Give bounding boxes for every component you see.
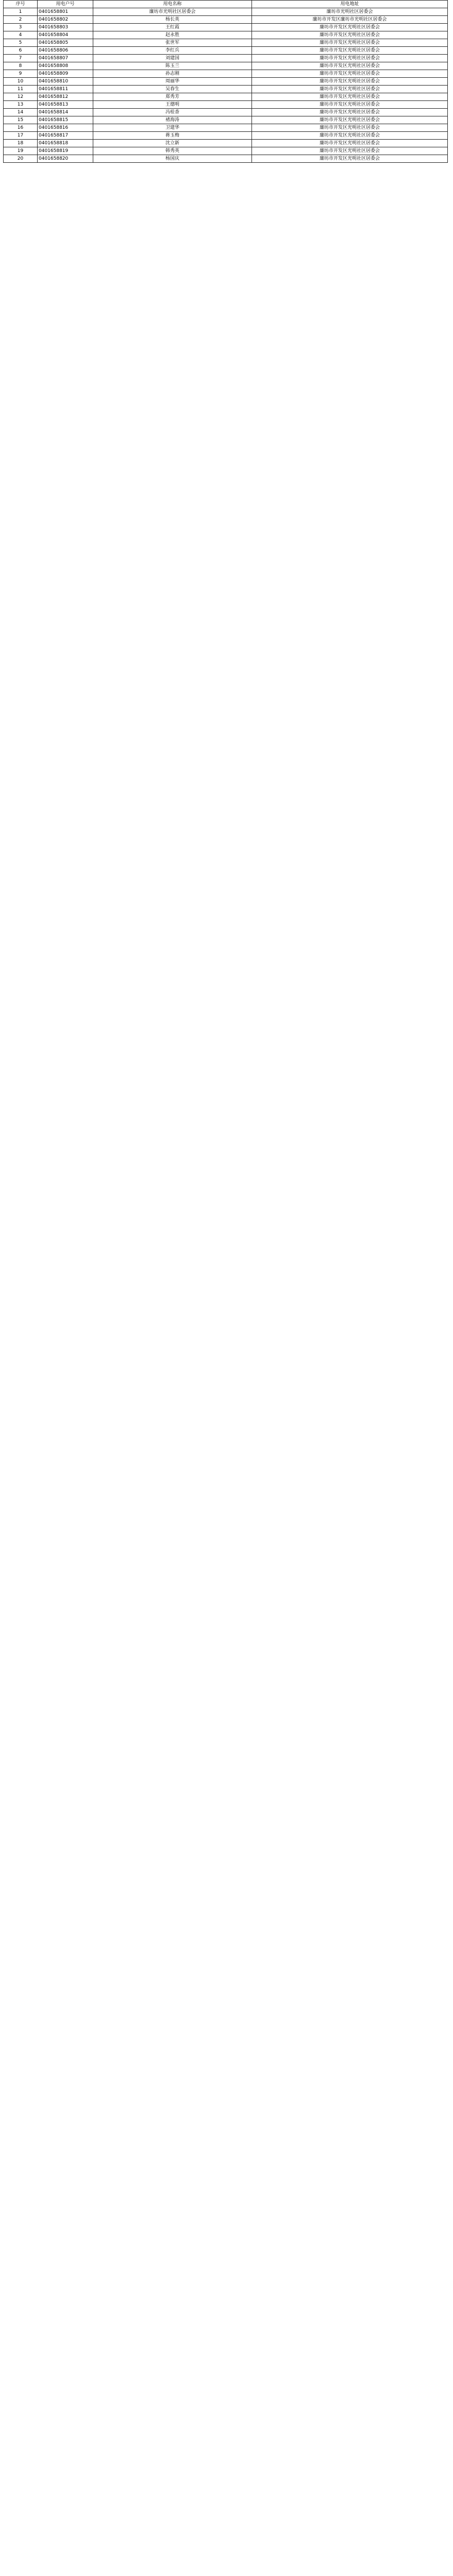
cell-name: 沈立新 <box>93 140 252 147</box>
cell-address: 廉坊市开发区光明社区居委会 <box>252 116 448 124</box>
cell-account: 0401658806 <box>38 47 93 55</box>
cell-no: 1 <box>4 8 38 16</box>
cell-account: 0401658818 <box>38 140 93 147</box>
cell-name: 吴春生 <box>93 86 252 93</box>
table-row <box>4 124 448 132</box>
cell-name: 李红兵 <box>93 47 252 55</box>
table-row <box>4 116 448 124</box>
table-header-row <box>4 1 448 8</box>
cell-name: 郑秀芳 <box>93 93 252 101</box>
table-row <box>4 101 448 109</box>
header-name: 用电名称 <box>93 1 252 8</box>
cell-address: 廉坊市开发区光明社区居委会 <box>252 147 448 155</box>
cell-name: 廉坊市光明社区居委会 <box>93 8 252 16</box>
cell-address: 廉坊市开发区光明社区居委会 <box>252 47 448 55</box>
cell-name: 刘建国 <box>93 55 252 62</box>
cell-no: 7 <box>4 55 38 62</box>
cell-address: 廉坊市开发区光明社区居委会 <box>252 140 448 147</box>
cell-name: 周丽华 <box>93 78 252 86</box>
table-row <box>4 24 448 31</box>
header-account: 用电户号 <box>38 1 93 8</box>
cell-no: 20 <box>4 155 38 163</box>
cell-account: 0401658812 <box>38 93 93 101</box>
cell-account: 0401658811 <box>38 86 93 93</box>
cell-address: 廉坊市开发区光明社区居委会 <box>252 109 448 116</box>
table-row <box>4 39 448 47</box>
cell-account: 0401658804 <box>38 31 93 39</box>
header-address: 用电地址 <box>252 1 448 8</box>
cell-no: 3 <box>4 24 38 31</box>
cell-account: 0401658805 <box>38 39 93 47</box>
header-no: 序号 <box>4 1 38 8</box>
cell-no: 8 <box>4 62 38 70</box>
table-row <box>4 140 448 147</box>
cell-address: 廉坊市开发区廉坊市光明社区居委会 <box>252 16 448 24</box>
cell-no: 10 <box>4 78 38 86</box>
cell-name: 赵永胜 <box>93 31 252 39</box>
cell-name: 蒋玉梅 <box>93 132 252 140</box>
table-row <box>4 55 448 62</box>
cell-no: 13 <box>4 101 38 109</box>
cell-name: 陈玉兰 <box>93 62 252 70</box>
cell-account: 0401658801 <box>38 8 93 16</box>
cell-account: 0401658814 <box>38 109 93 116</box>
table-row <box>4 93 448 101</box>
cell-address: 廉坊市开发区光明社区居委会 <box>252 55 448 62</box>
cell-name: 孙志刚 <box>93 70 252 78</box>
cell-address: 廉坊市光明社区居委会 <box>252 8 448 16</box>
cell-name: 冯桂香 <box>93 109 252 116</box>
table-row <box>4 155 448 163</box>
cell-name: 杨国庆 <box>93 155 252 163</box>
table-row <box>4 16 448 24</box>
cell-name: 张世军 <box>93 39 252 47</box>
cell-no: 6 <box>4 47 38 55</box>
table-row <box>4 78 448 86</box>
cell-account: 0401658815 <box>38 116 93 124</box>
cell-no: 19 <box>4 147 38 155</box>
cell-address: 廉坊市开发区光明社区居委会 <box>252 62 448 70</box>
table-row <box>4 47 448 55</box>
cell-account: 0401658816 <box>38 124 93 132</box>
table-row <box>4 86 448 93</box>
cell-account: 0401658820 <box>38 155 93 163</box>
cell-account: 0401658803 <box>38 24 93 31</box>
table-row <box>4 147 448 155</box>
cell-name: 杨长英 <box>93 16 252 24</box>
cell-address: 廉坊市开发区光明社区居委会 <box>252 39 448 47</box>
table-row <box>4 109 448 116</box>
cell-name: 卫建华 <box>93 124 252 132</box>
table-row <box>4 62 448 70</box>
cell-address: 廉坊市开发区光明社区居委会 <box>252 124 448 132</box>
cell-no: 2 <box>4 16 38 24</box>
cell-no: 18 <box>4 140 38 147</box>
cell-account: 0401658807 <box>38 55 93 62</box>
customer-table <box>3 0 448 163</box>
cell-address: 廉坊市开发区光明社区居委会 <box>252 155 448 163</box>
cell-account: 0401658808 <box>38 62 93 70</box>
cell-address: 廉坊市开发区光明社区居委会 <box>252 132 448 140</box>
cell-account: 0401658810 <box>38 78 93 86</box>
cell-account: 0401658802 <box>38 16 93 24</box>
table-row <box>4 70 448 78</box>
cell-name: 褚海涛 <box>93 116 252 124</box>
cell-account: 0401658817 <box>38 132 93 140</box>
table-row <box>4 8 448 16</box>
cell-address: 廉坊市开发区光明社区居委会 <box>252 24 448 31</box>
cell-address: 廉坊市开发区光明社区居委会 <box>252 31 448 39</box>
table-row <box>4 31 448 39</box>
table-row <box>4 132 448 140</box>
cell-account: 0401658809 <box>38 70 93 78</box>
cell-no: 14 <box>4 109 38 116</box>
cell-address: 廉坊市开发区光明社区居委会 <box>252 101 448 109</box>
cell-no: 17 <box>4 132 38 140</box>
cell-no: 16 <box>4 124 38 132</box>
cell-address: 廉坊市开发区光明社区居委会 <box>252 93 448 101</box>
cell-account: 0401658819 <box>38 147 93 155</box>
cell-address: 廉坊市开发区光明社区居委会 <box>252 86 448 93</box>
cell-address: 廉坊市开发区光明社区居委会 <box>252 78 448 86</box>
cell-name: 韩秀英 <box>93 147 252 155</box>
cell-no: 5 <box>4 39 38 47</box>
cell-name: 王红霞 <box>93 24 252 31</box>
cell-no: 9 <box>4 70 38 78</box>
cell-name: 王德明 <box>93 101 252 109</box>
cell-no: 12 <box>4 93 38 101</box>
cell-account: 0401658813 <box>38 101 93 109</box>
cell-no: 4 <box>4 31 38 39</box>
cell-no: 15 <box>4 116 38 124</box>
cell-no: 11 <box>4 86 38 93</box>
cell-address: 廉坊市开发区光明社区居委会 <box>252 70 448 78</box>
table-body <box>4 8 448 163</box>
